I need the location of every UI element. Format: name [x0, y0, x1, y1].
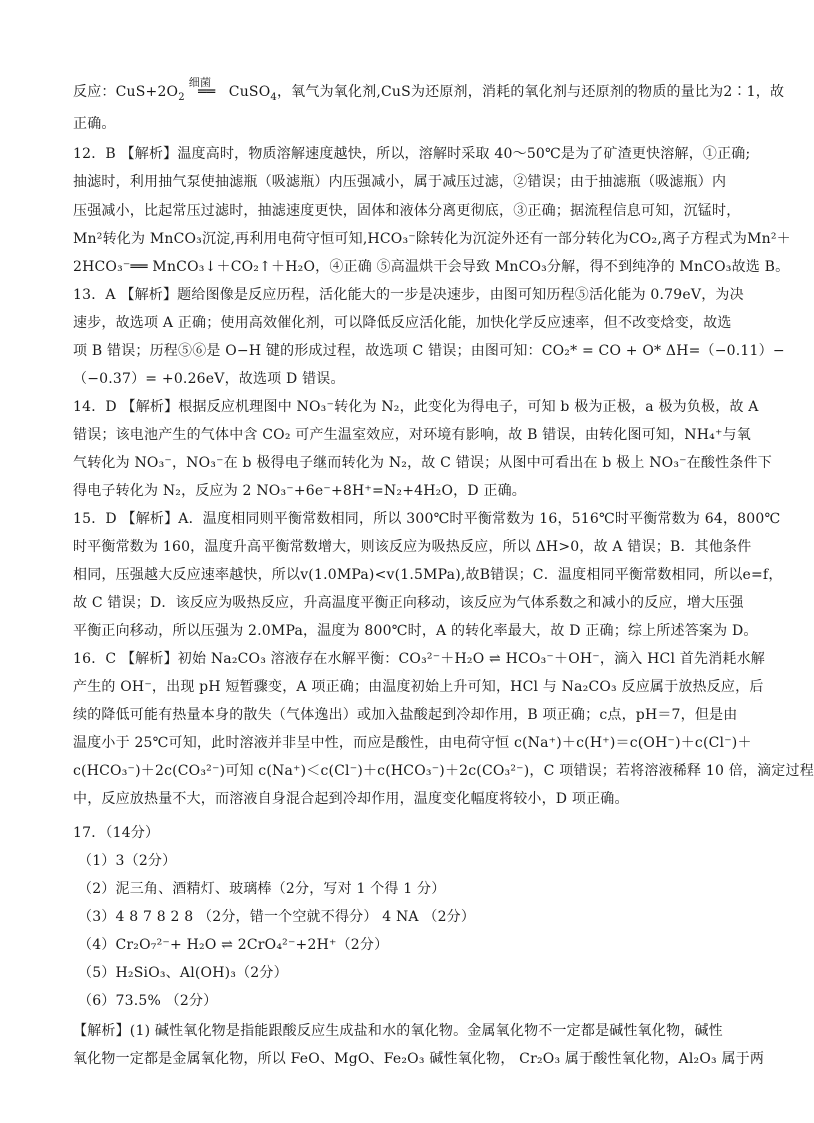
text-run: CuSO: [228, 84, 271, 100]
condition-label: 细菌: [188, 76, 212, 89]
text-run: ，氧气为氧化剂,CuS为还原剂，消耗的氧化剂与还原剂的物质的量比为2∶1，故: [276, 84, 785, 100]
text-line: 速步，故选项 A 正确；使用高效催化剂，可以降低反应活化能，加快化学反应速率，但不改变焓变，故选: [73, 315, 732, 331]
text-line: 错误；该电池产生的气体中含 CO₂ 可产生温室效应，对环境有影响，故 B 错误，由转化图可知，NH₄⁺与氧: [73, 427, 751, 443]
text-line: 项 B 错误；历程⑤⑥是 O−H 键的形成过程，故选项 C 错误；由图可知：CO₂* = CO + O* ΔH=（−0.11）−: [73, 343, 785, 359]
text-line: 续的降低可能有热量本身的散失（气体逸出）或加入盐酸起到冷却作用，B 项正确；c点，pH＝7，但是由: [73, 707, 738, 723]
text-line: 温度小于 25℃可知，此时溶液并非呈中性，而应是酸性，由电荷守恒 c(Na⁺)＋c(H⁺)＝c(OH⁻)＋c(Cl⁻)＋: [73, 735, 752, 751]
subscript: 2: [178, 91, 185, 103]
text-line: 13．A 【解析】题给图像是反应历程，活化能大的一步是决速步，由图可知历程⑤活化能为 0.79eV，为决: [73, 287, 744, 303]
text-line: 2HCO₃⁻══ MnCO₃↓＋CO₂↑＋H₂O，④正确 ⑤高温烘干会导致 MnCO₃分解，得不到纯净的 MnCO₃故选 B。: [73, 259, 790, 275]
text-line: 得电子转化为 N₂，反应为 2 NO₃⁻+6e⁻+8H⁺=N₂+4H₂O，D 正确。: [73, 483, 527, 499]
answer-line: （2）泥三角、酒精灯、玻璃棒（2分，写对 1 个得 1 分）: [78, 881, 446, 897]
text-line: （−0.37）= +0.26eV，故选项 D 错误。: [73, 371, 345, 387]
text-line: 12．B 【解析】温度高时，物质溶解速度越快，所以，溶解时采取 40～50℃是为了矿渣更快溶解，①正确;: [73, 146, 751, 162]
answer-line: （1）3（2分）: [78, 853, 177, 869]
equals-sign: ══: [198, 84, 216, 100]
text-line: 相同，压强越大反应速率越快，所以v(1.0MPa)<v(1.5MPa),故B错误；C．温度相同平衡常数相同，所以e=f，: [73, 567, 783, 583]
answer-line: （6）73.5% （2分）: [78, 993, 218, 1009]
text-line: Mn²转化为 MnCO₃沉淀,再利用电荷守恒可知,HCO₃⁻除转化为沉淀外还有一部分转化为CO₂,离子方程式为Mn²＋: [73, 231, 791, 247]
text-line: 时平衡常数为 160，温度升高平衡常数增大，则该反应为吸热反应，所以 ΔH>0，故 A 错误；B．其他条件: [73, 539, 752, 555]
answer-line: （3）4 8 7 8 2 8 （2分，错一个空就不得分） 4 NA （2分）: [78, 909, 476, 925]
text-line: [73, 76, 785, 104]
text-line: 14．D 【解析】根据反应机理图中 NO₃⁻转化为 N₂，此变化为得电子，可知 b 极为正极，a 极为负极，故 A: [73, 399, 759, 415]
text-line: 【解析】(1) 碱性氧化物是指能跟酸反应生成盐和水的氧化物。金属氧化物不一定都是碱性氧化物，碱性: [73, 1023, 723, 1039]
answer-line: （4）Cr₂O₇²⁻+ H₂O ⇌ 2CrO₄²⁻+2H⁺（2分）: [78, 937, 389, 953]
text-line: 正确。: [73, 116, 116, 132]
text-line: 压强减小，比起常压过滤时，抽滤速度更快，固体和液体分离更彻底，③正确；据流程信息可知，沉锰时，: [73, 203, 741, 219]
text-line: 15．D 【解析】A．温度相同则平衡常数相同，所以 300℃时平衡常数为 16，516℃时平衡常数为 64，800℃: [73, 511, 781, 527]
text-line: 抽滤时，利用抽气泵使抽滤瓶（吸滤瓶）内压强减小，属于减压过滤，②错误；由于抽滤瓶（吸滤瓶）内: [73, 174, 727, 190]
text-line: 氧化物一定都是金属氧化物，所以 FeO、MgO、Fe₂O₃ 碱性氧化物， Cr₂O₃ 属于酸性氧化物，Al₂O₃ 属于两: [73, 1051, 765, 1067]
subscript: 4: [270, 91, 277, 103]
text-line: 产生的 OH⁻，出现 pH 短暂骤变，A 项正确；由温度初始上升可知，HCl 与 Na₂CO₃ 反应属于放热反应，后: [73, 679, 764, 695]
text-line: 平衡正向移动，所以压强为 2.0MPa，温度为 800℃时，A 的转化率最大，故 D 正确；综上所述答案为 D。: [73, 623, 758, 639]
text-line: 故 C 错误；D．该反应为吸热反应，升高温度平衡正向移动，该反应为气体系数之和减小的反应，增大压强: [73, 595, 744, 611]
text-line: 气转化为 NO₃⁻，NO₃⁻在 b 极得电子继而转化为 N₂，故 C 错误；从图中可看出在 b 极上 NO₃⁻在酸性条件下: [73, 455, 772, 471]
reaction-condition: [185, 76, 229, 102]
text-run: 反应：CuS+2O: [73, 84, 179, 100]
answer-line: （5）H₂SiO₃、Al(OH)₃（2分）: [78, 965, 288, 981]
text-line: 17．（14分）: [73, 825, 160, 841]
text-line: c(HCO₃⁻)＋2c(CO₃²⁻)可知 c(Na⁺)＜c(Cl⁻)＋c(HCO₃⁻)＋2c(CO₃²⁻)，C 项错误；若将溶液稀释 10 倍，滴定过程: [73, 763, 814, 779]
text-line: 16．C 【解析】初始 Na₂CO₃ 溶液存在水解平衡：CO₃²⁻＋H₂O ⇌ HCO₃⁻＋OH⁻，滴入 HCl 首先消耗水解: [73, 651, 765, 667]
text-line: 中，反应放热量不大，而溶液自身混合起到冷却作用，温度变化幅度将较小，D 项正确。: [73, 791, 629, 807]
